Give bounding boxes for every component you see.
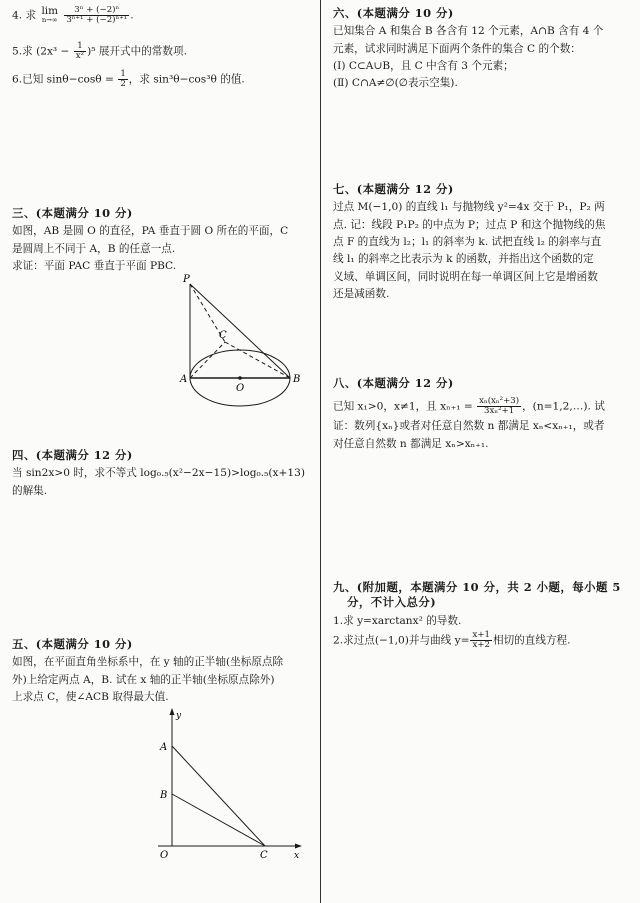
label-p: P [183, 274, 190, 285]
recurrence-numerator: xₙ(xₙ²+3) [479, 396, 520, 407]
recurrence-fraction [477, 397, 521, 416]
section-5-line-2: 外)上给定两点 A，B. 试在 x 轴的正半轴(坐标原点除外) [12, 673, 275, 686]
limit-operator [41, 7, 58, 23]
section-8-heading: 八、(本题满分 12 分) [333, 376, 454, 390]
center-point [238, 376, 242, 380]
label-c: C [260, 850, 268, 861]
y-axis-arrow [170, 708, 175, 715]
label-o: O [236, 383, 245, 394]
section-4 [12, 448, 318, 501]
section-8-line-1-post: ，(n=1,2,…). 试 [522, 400, 605, 413]
section-3-line-2: 是圆周上不同于 A，B 的任意一点. [12, 242, 176, 255]
section-4-line-1: 当 sin2x>0 时，求不等式 log₀.₅(x²−2x−15)>log₀.₅(x+13) [12, 467, 305, 480]
section-9-q2-pre: 2.求过点(−1,0)并与曲线 y= [333, 634, 470, 647]
section-7-line-5: 义域、单调区间，同时说明在每一单调区间上它是增函数 [333, 270, 598, 283]
q6-denominator: 2 [120, 79, 126, 90]
label-b: B [293, 374, 301, 385]
segment-ac [190, 342, 225, 378]
q4-numerator: 3ⁿ + (−2)ⁿ [64, 6, 129, 16]
q6-text-pre: 6.已知 sinθ−cosθ = [12, 73, 118, 86]
section-8-line-3: 对任意自然数 n 都满足 xₙ>xₙ₊₁. [333, 437, 489, 450]
section-7 [333, 182, 633, 304]
section-3-heading: 三、(本题满分 10 分) [12, 206, 133, 220]
q5-numerator: 1 [74, 42, 86, 52]
section-5-heading: 五、(本题满分 10 分) [12, 637, 133, 651]
section-7-line-4: 线 l₁ 的斜率之比表示为 k 的函数，并指出这个函数的定 [333, 253, 594, 266]
section-6-line-4: (Ⅱ) C∩A≠∅(∅表示空集). [333, 77, 458, 90]
section-7-line-1: 过点 M(−1,0) 的直线 l₁ 与抛物线 y²=4x 交于 P₁，P₂ 两 [333, 201, 605, 214]
section-9-heading: 九、(附加题，本题满分 10 分，共 2 小题，每小题 5 [333, 580, 621, 594]
section-6 [333, 6, 633, 94]
q6-numerator: 1 [120, 69, 126, 79]
section-8-line-1-pre: 已知 x₁>0，x≠1，且 xₙ₊₁ = [333, 400, 477, 413]
q5-text-pre: 5.求 (2x³ − [12, 45, 73, 58]
question-4: 4. 求 lim n→∞ $\frac{\text{3ⁿ + (−2)ⁿ}}{\text{3ⁿ⁺¹ + (−2)ⁿ⁺¹}}$ . [12, 5, 134, 26]
label-a: A [180, 374, 188, 385]
label-x: x [294, 851, 300, 861]
q4-denominator: 3ⁿ⁺¹ + (−2)ⁿ⁺¹ [66, 15, 128, 26]
section-4-line-2: 的解集. [12, 484, 48, 497]
section-6-line-1: 已知集合 A 和集合 B 各含有 12 个元素，A∩B 含有 4 个 [333, 25, 604, 38]
section-7-line-3: 点 F 的直线为 l₂；l₁ 的斜率为 k. 试把直线 l₂ 的斜率与直 [333, 235, 602, 248]
coordinate-figure [150, 706, 310, 866]
q6-text-post: ，求 sin³θ−cos³θ 的值. [128, 73, 245, 86]
section-6-line-3: (Ⅰ) C⊂A∪B，且 C 中含有 3 个元素； [333, 59, 514, 72]
label-b: B [160, 790, 168, 801]
recurrence-denominator: 3xₙ²+1 [484, 406, 515, 417]
section-5 [12, 637, 312, 707]
segment-pb [190, 284, 290, 378]
section-5-line-1: 如图，在平面直角坐标系中，在 y 轴的正半轴(坐标原点除 [12, 656, 284, 669]
section-9-heading-2: 分，不计入总分) [347, 595, 437, 610]
q4-tail: . [130, 9, 134, 22]
lim-subscript: n→∞ [41, 16, 58, 25]
section-8-line-2: 证：数列{xₙ}或者对任意自然数 n 都满足 xₙ<xₙ₊₁，或者 [333, 420, 605, 433]
label-c: C [219, 330, 227, 341]
q4-fraction [64, 6, 129, 25]
q5-denominator: x² [75, 51, 85, 62]
q6-fraction [118, 70, 127, 89]
section-7-line-2: 点. 记：线段 P₁P₂ 的中点为 P；过点 P 和这个抛物线的焦 [333, 218, 606, 231]
section-3 [12, 206, 312, 276]
section-3-line-3: 求证：平面 PAC 垂直于平面 PBC. [12, 259, 177, 272]
q5-text-post: )⁵ 展开式中的常数项. [87, 45, 187, 58]
section-6-line-2: 元素，试求同时满足下面两个条件的集合 C 的个数： [333, 42, 581, 55]
section-8-line-1 [333, 397, 633, 416]
curve-fraction [470, 631, 492, 650]
section-9-q2-post: 相切的直线方程. [493, 634, 571, 647]
section-4-heading: 四、(本题满分 12 分) [12, 448, 133, 462]
q4-number: 4. [12, 9, 23, 22]
label-o: O [160, 850, 169, 861]
label-a: A [160, 742, 168, 753]
section-6-heading: 六、(本题满分 10 分) [333, 6, 454, 20]
cone-figure [170, 270, 310, 420]
section-5-line-3: 上求点 C，使∠ACB 取得最大值. [12, 690, 169, 703]
segment-ac [172, 746, 265, 846]
x-axis-arrow [295, 844, 302, 849]
section-7-line-6: 还是减函数. [333, 287, 390, 300]
curve-denominator: x+2 [472, 640, 490, 651]
curve-numerator: x+1 [472, 630, 490, 641]
lim-word: lim [41, 5, 58, 18]
question-5 [12, 42, 312, 61]
question-6 [12, 70, 312, 89]
section-3-line-1: 如图，AB 是圆 O 的直径，PA 垂直于圆 O 所在的平面，C [12, 225, 289, 238]
section-9-question-1: 1.求 y=xarctanx² 的导数. [333, 614, 462, 627]
q5-fraction [74, 42, 86, 61]
section-9-question-2 [333, 631, 633, 650]
segment-bc [172, 794, 265, 846]
column-divider [320, 0, 321, 903]
section-9 [333, 580, 633, 653]
section-7-heading: 七、(本题满分 12 分) [333, 182, 454, 196]
section-8 [333, 376, 633, 454]
label-y: y [176, 711, 182, 721]
